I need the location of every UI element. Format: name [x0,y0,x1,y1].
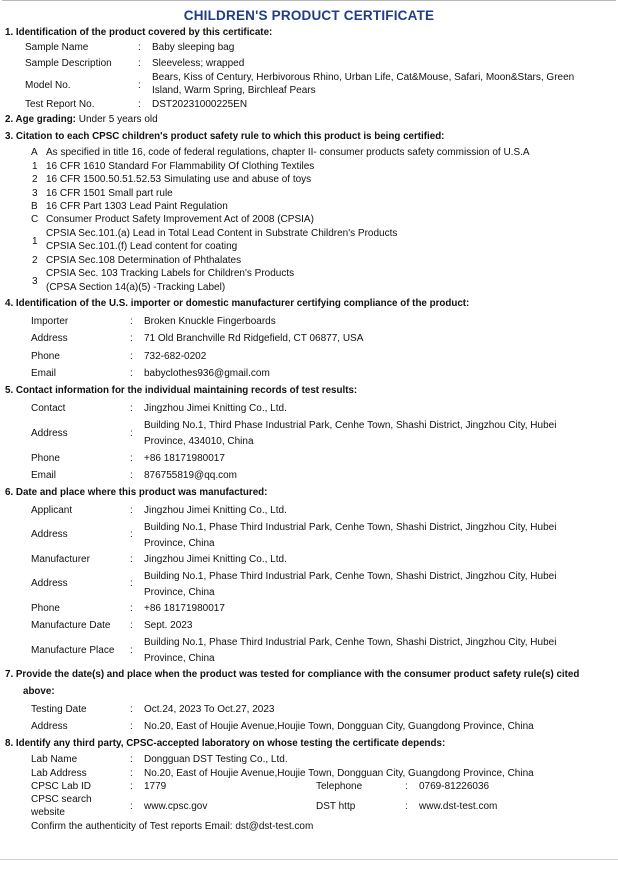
colon: : [130,333,133,344]
citation-item-line2: CPSIA Sec.101.(f) Lead content for coating [46,241,238,252]
importer-email-value: babyclothes936@gmail.com [144,368,270,379]
colon: : [130,578,133,589]
colon: : [405,781,408,792]
address-label: Address [31,578,68,589]
manufacture-date-value: Sept. 2023 [144,620,193,631]
colon: : [130,470,133,481]
item-marker: C [31,214,39,225]
importer-label: Importer [31,316,69,327]
cpsc-search-label-line2: website [31,807,65,818]
item-marker: 2 [32,174,38,185]
section-4-heading: 4. Identification of the U.S. importer or domestic manufacturer certifying compliance of the product: [5,298,470,309]
colon: : [138,80,141,91]
importer-address-value: 71 Old Branchville Rd Ridgefield, CT 06877, USA [144,333,364,344]
citation-item-line2: (CPSA Section 14(a)(5) -Tracking Label) [46,282,226,293]
manufacturer-value: Jingzhou Jimei Knitting Co., Ltd. [144,554,287,565]
cpsc-search-label-line1: CPSC search [31,794,92,805]
model-no-value-line1: Bears, Kiss of Century, Herbivorous Rhino, Urban Life, Cat&Mouse, Safari, Moon&Stars, Green [152,72,575,83]
applicant-value: Jingzhou Jimei Knitting Co., Ltd. [144,505,287,516]
manufacturer-address-line1: Building No.1, Phase Third Industrial Park, Cenhe Town, Shashi District, Jingzhou City, Hubei [144,571,557,582]
item-marker: 2 [32,255,38,266]
telephone-label: Telephone [316,781,363,792]
lab-name-label: Lab Name [31,754,78,765]
item-marker: 1 [32,236,38,247]
citation-item: As specified in title 16, code of federal regulations, chapter II- consumer products safety commission of U.S.A [46,147,530,158]
dst-http-label: DST http [316,801,356,812]
colon: : [130,781,133,792]
contact-label: Contact [31,403,66,414]
colon: : [130,645,133,656]
importer-phone-value: 732-682-0202 [144,351,207,362]
manufacturer-label: Manufacturer [31,554,90,565]
section-1-heading: 1. Identification of the product covered by this certificate: [5,27,273,38]
lab-address-value: No.20, East of Houjie Avenue,Houjie Town, Dongguan City, Guangdong Province, China [144,768,534,779]
sample-description-label: Sample Description [25,58,112,69]
sample-name-label: Sample Name [25,42,89,53]
section-2-row [5,113,158,126]
colon: : [130,620,133,631]
citation-item-line1: CPSIA Sec.101.(a) Lead in Total Lead Content in Substrate Children's Products [46,228,398,239]
item-marker: A [31,147,38,158]
colon: : [138,58,141,69]
dst-http-value: www.dst-test.com [419,801,498,812]
item-marker: 3 [32,188,38,199]
section-5-heading: 5. Contact information for the individual maintaining records of test results: [5,385,358,396]
sample-description-value: Sleeveless; wrapped [152,58,245,69]
top-divider [2,0,616,1]
item-marker: 1 [32,161,38,172]
colon: : [130,316,133,327]
section-7-heading-line1: 7. Provide the date(s) and place when the product was tested for compliance with the consumer product safety rule(s) cited [5,669,580,680]
section-2-heading: 2. Age grading: [5,114,76,125]
testing-date-label: Testing Date [31,704,87,715]
email-label: Email [31,470,57,481]
citation-item: 16 CFR 1500.50.51.52.53 Simulating use and abuse of toys [46,174,312,185]
testing-date-value: Oct.24, 2023 To Oct.27, 2023 [144,704,275,715]
section-7-heading-line2: above: [23,686,55,697]
citation-item: 16 CFR 1610 Standard For Flammability Of Clothing Textiles [46,161,315,172]
colon: : [130,554,133,565]
authenticity-note: Confirm the authenticity of Test reports Email: dst@dst-test.com [31,821,314,832]
colon: : [130,368,133,379]
address-label: Address [31,721,68,732]
address-label: Address [31,428,68,439]
manufacture-place-line1: Building No.1, Phase Third Industrial Park, Cenhe Town, Shashi District, Jingzhou City, Hubei [144,637,557,648]
manufacturer-address-line2: Province, China [144,587,215,598]
colon: : [130,453,133,464]
phone-label: Phone [31,351,60,362]
age-grading-value: Under 5 years old [75,114,158,125]
citation-item: CPSIA Sec.108 Determination of Phthalates [46,255,242,266]
colon: : [130,721,133,732]
colon: : [405,801,408,812]
cpsc-search-value: www.cpsc.gov [144,801,208,812]
applicant-address-line2: Province, China [144,538,215,549]
colon: : [130,428,133,439]
address-label: Address [31,529,68,540]
contact-email-value: 876755819@qq.com [144,470,237,481]
manufacture-place-line2: Province, China [144,653,215,664]
contact-phone-value: +86 18171980017 [144,453,225,464]
colon: : [130,754,133,765]
sample-name-value: Baby sleeping bag [152,42,235,53]
address-label: Address [31,333,68,344]
cpsc-lab-id-value: 1779 [144,781,167,792]
citation-item-line1: CPSIA Sec. 103 Tracking Labels for Children's Products [46,268,295,279]
citation-item: Consumer Product Safety Improvement Act of 2008 (CPSIA) [46,214,314,225]
model-no-label: Model No. [25,80,71,91]
citation-item: 16 CFR Part 1303 Lead Paint Regulation [46,201,228,212]
cpsc-lab-id-label: CPSC Lab ID [31,781,92,792]
importer-value: Broken Knuckle Fingerboards [144,316,276,327]
manufacture-date-label: Manufacture Date [31,620,111,631]
colon: : [130,351,133,362]
model-no-value-line2: Island, Warm Spring, Birchleaf Pears [152,85,316,96]
testing-address-value: No.20, East of Houjie Avenue,Houjie Town, Dongguan City, Guangdong Province, China [144,721,534,732]
colon: : [130,768,133,779]
colon: : [130,704,133,715]
colon: : [138,99,141,110]
test-report-no-label: Test Report No. [25,99,95,110]
manufacture-place-label: Manufacture Place [31,645,115,656]
colon: : [130,801,133,812]
contact-address-line1: Building No.1, Third Phase Industrial Park, Cenhe Town, Shashi District, Jingzhou City, Hubei [144,420,557,431]
telephone-value: 0769-81226036 [419,781,490,792]
item-marker: 3 [32,276,38,287]
applicant-label: Applicant [31,505,73,516]
colon: : [130,529,133,540]
colon: : [138,42,141,53]
phone-label: Phone [31,603,60,614]
lab-name-value: Dongguan DST Testing Co., Ltd. [144,754,288,765]
section-6-heading: 6. Date and place where this product was manufactured: [5,487,268,498]
citation-item: 16 CFR 1501 Small part rule [46,188,173,199]
bottom-separator [0,859,618,860]
applicant-address-line1: Building No.1, Phase Third Industrial Park, Cenhe Town, Shashi District, Jingzhou City, Hubei [144,522,557,533]
colon: : [130,603,133,614]
section-3-heading: 3. Citation to each CPSC children's product safety rule to which this product is being certified: [5,131,445,142]
lab-address-label: Lab Address [31,768,87,779]
item-marker: B [31,201,38,212]
certificate-title: CHILDREN'S PRODUCT CERTIFICATE [183,8,435,23]
colon: : [130,403,133,414]
manufacturer-phone-value: +86 18171980017 [144,603,225,614]
test-report-no-value: DST20231000225EN [152,99,248,110]
phone-label: Phone [31,453,60,464]
contact-value: Jingzhou Jimei Knitting Co., Ltd. [144,403,287,414]
colon: : [130,505,133,516]
section-8-heading: 8. Identify any third party, CPSC-accepted laboratory on whose testing the certificate depends: [5,738,446,749]
email-label: Email [31,368,57,379]
contact-address-line2: Province, 434010, China [144,436,254,447]
